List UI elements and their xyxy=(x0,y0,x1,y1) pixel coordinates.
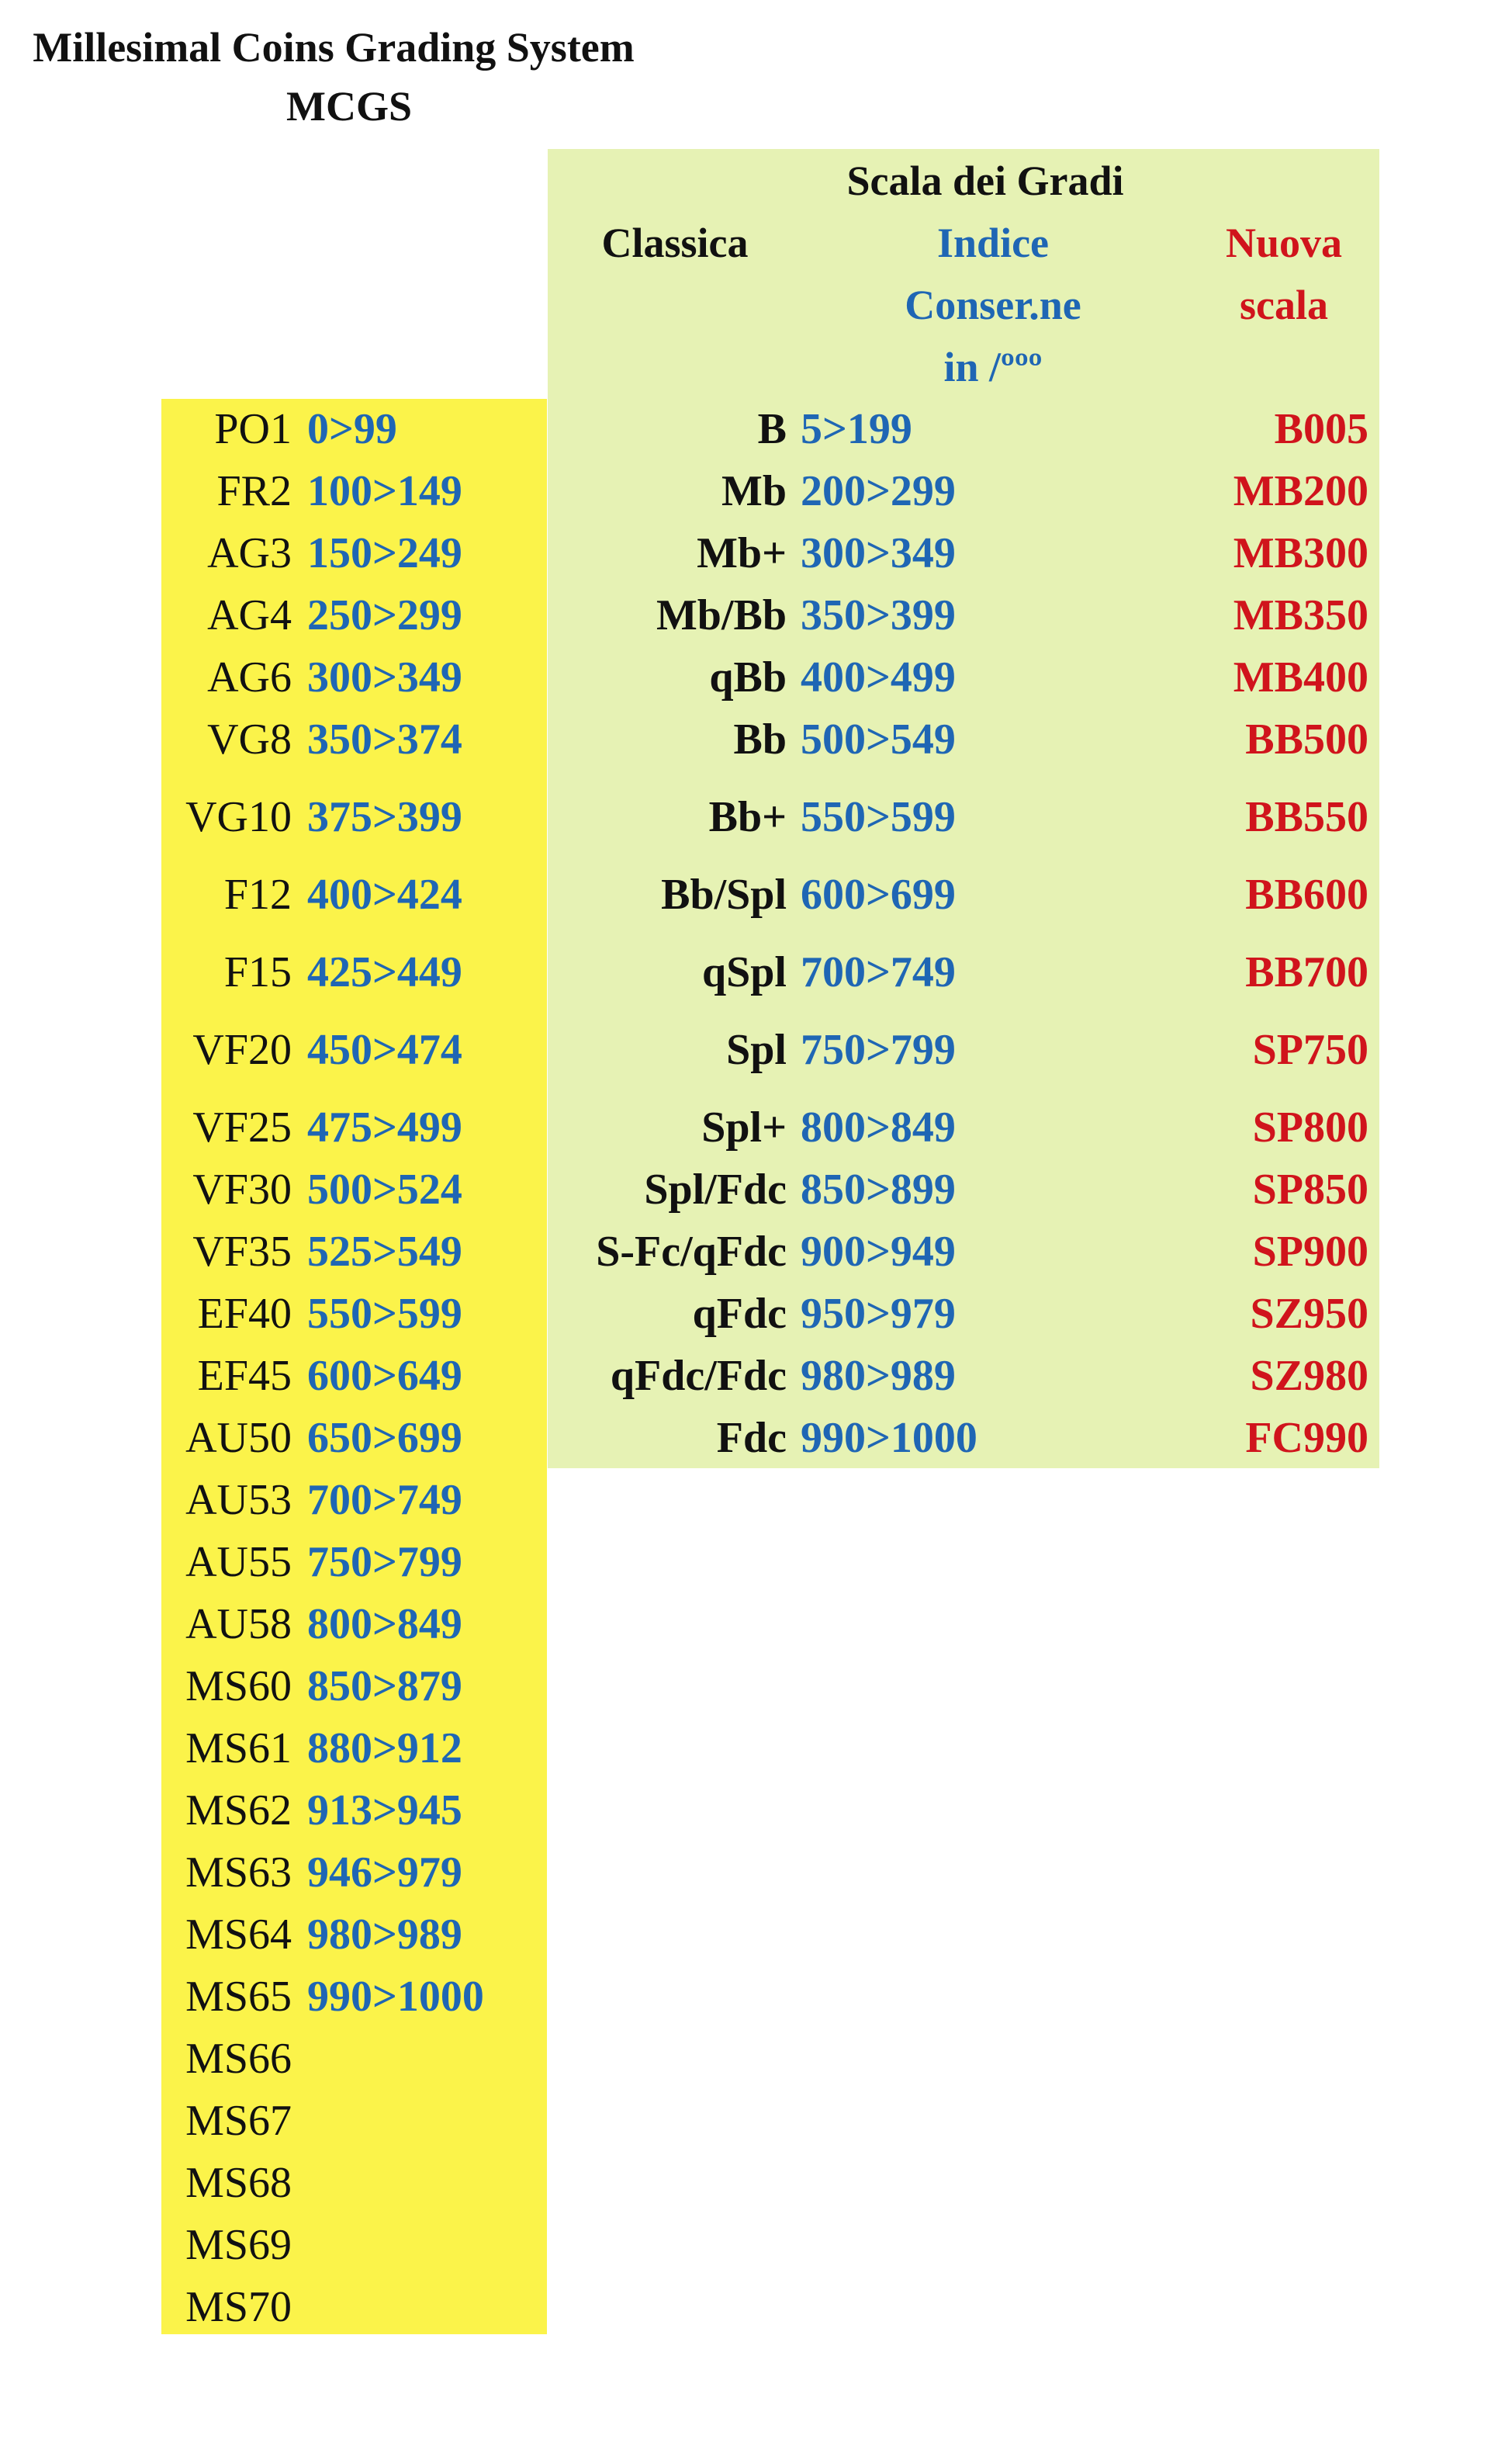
table-row xyxy=(0,1655,1512,1717)
cl-grade-cell: Mb+ xyxy=(697,529,787,577)
us-range-cell: 400>424 xyxy=(307,871,462,919)
us-range-cell: 425>449 xyxy=(307,948,462,996)
table-row xyxy=(0,522,1512,584)
table-row xyxy=(0,646,1512,708)
us-range-cell: 946>979 xyxy=(307,1848,462,1897)
cl-grade-cell: qFdc xyxy=(692,1290,787,1338)
cl-range-cell: 600>699 xyxy=(801,871,956,919)
cl-grade-cell: Bb+ xyxy=(708,793,787,841)
us-grade-cell: F15 xyxy=(223,948,292,996)
table-row xyxy=(0,1841,1512,1904)
us-grade-cell: AU58 xyxy=(185,1600,292,1648)
cl-range-cell: 990>1000 xyxy=(801,1414,977,1462)
table-row xyxy=(0,1904,1512,1966)
us-grade-cell: AU50 xyxy=(185,1414,292,1462)
cl-new-cell: SP900 xyxy=(1252,1228,1368,1276)
cl-grade-cell: Fdc xyxy=(716,1414,787,1462)
cl-grade-cell: qFdc/Fdc xyxy=(610,1352,787,1400)
cl-grade-cell: Spl+ xyxy=(701,1103,787,1152)
us-range-cell: 150>249 xyxy=(307,529,462,577)
us-grade-cell: F12 xyxy=(223,871,292,919)
header-indice-line2: Conser.ne xyxy=(905,282,1081,328)
table-row xyxy=(0,2090,1512,2152)
us-range-cell: 475>499 xyxy=(307,1103,462,1152)
table-row xyxy=(0,1469,1512,1531)
cl-new-cell: SP750 xyxy=(1252,1026,1368,1074)
cl-range-cell: 950>979 xyxy=(801,1290,956,1338)
cl-new-cell: SP800 xyxy=(1252,1103,1368,1152)
us-grade-cell: AG6 xyxy=(207,653,292,702)
us-range-cell: 525>549 xyxy=(307,1228,462,1276)
cl-grade-cell: Mb xyxy=(721,467,787,515)
cl-new-cell: SZ950 xyxy=(1250,1290,1368,1338)
cl-grade-cell: Bb xyxy=(733,715,787,764)
header-scala-dei-gradi: Scala dei Gradi xyxy=(846,158,1124,204)
table-row xyxy=(0,2214,1512,2276)
table-row xyxy=(0,1283,1512,1345)
table-row xyxy=(0,1159,1512,1221)
table-row xyxy=(0,1097,1512,1159)
us-range-cell: 450>474 xyxy=(307,1026,462,1074)
cl-new-cell: SZ980 xyxy=(1250,1352,1368,1400)
us-grade-cell: AG4 xyxy=(207,591,292,639)
us-grade-cell: EF45 xyxy=(197,1352,292,1400)
table-row xyxy=(0,1345,1512,1407)
page-subtitle: MCGS xyxy=(286,83,412,130)
us-grade-cell: EF40 xyxy=(197,1290,292,1338)
cl-new-cell: MB350 xyxy=(1233,591,1368,639)
us-grade-cell: AG3 xyxy=(207,529,292,577)
cl-range-cell: 900>949 xyxy=(801,1228,956,1276)
us-range-cell: 100>149 xyxy=(307,467,462,515)
cl-range-cell: 200>299 xyxy=(801,467,956,515)
us-grade-cell: VG8 xyxy=(207,715,292,764)
us-grade-cell: MS63 xyxy=(185,1848,292,1897)
table-row xyxy=(0,941,1512,1003)
us-grade-cell: MS65 xyxy=(185,1973,292,2021)
cl-grade-cell: B xyxy=(757,405,787,453)
us-grade-cell: VF25 xyxy=(192,1103,292,1152)
us-grade-cell: MS61 xyxy=(185,1724,292,1772)
table-row xyxy=(0,1779,1512,1841)
cl-grade-cell: qBb xyxy=(709,653,787,702)
table-row xyxy=(0,1593,1512,1655)
us-range-cell: 250>299 xyxy=(307,591,462,639)
cl-range-cell: 400>499 xyxy=(801,653,956,702)
us-range-cell: 750>799 xyxy=(307,1538,462,1586)
cl-new-cell: MB200 xyxy=(1233,467,1368,515)
cl-grade-cell: Mb/Bb xyxy=(656,591,787,639)
cl-grade-cell: S-Fc/qFdc xyxy=(596,1228,787,1276)
cl-grade-cell: Spl xyxy=(726,1026,787,1074)
header-classica: Classica xyxy=(601,220,749,266)
table-row xyxy=(0,864,1512,926)
us-grade-cell: VF35 xyxy=(192,1228,292,1276)
cl-grade-cell: qSpl xyxy=(702,948,787,996)
us-range-cell: 700>749 xyxy=(307,1476,462,1524)
us-grade-cell: MS69 xyxy=(185,2221,292,2269)
us-range-cell: 550>599 xyxy=(307,1290,462,1338)
cl-grade-cell: Bb/Spl xyxy=(661,871,787,919)
table-row xyxy=(0,708,1512,771)
cl-range-cell: 5>199 xyxy=(801,405,912,453)
us-grade-cell: MS70 xyxy=(185,2283,292,2331)
cl-new-cell: B005 xyxy=(1274,405,1368,453)
us-grade-cell: AU53 xyxy=(185,1476,292,1524)
us-range-cell: 850>879 xyxy=(307,1662,462,1710)
us-grade-cell: PO1 xyxy=(214,405,292,453)
cl-grade-cell: Spl/Fdc xyxy=(644,1166,787,1214)
table-row xyxy=(0,1966,1512,2028)
cl-new-cell: BB500 xyxy=(1245,715,1368,764)
us-grade-cell: FR2 xyxy=(216,467,292,515)
us-range-cell: 500>524 xyxy=(307,1166,462,1214)
us-range-cell: 350>374 xyxy=(307,715,462,764)
cl-range-cell: 300>349 xyxy=(801,529,956,577)
header-indice-line1: Indice xyxy=(936,220,1050,266)
us-grade-cell: VF20 xyxy=(192,1026,292,1074)
us-grade-cell: VF30 xyxy=(192,1166,292,1214)
us-range-cell: 300>349 xyxy=(307,653,462,702)
header-nuova-line1: Nuova xyxy=(1225,220,1343,266)
cl-new-cell: SP850 xyxy=(1252,1166,1368,1214)
cl-new-cell: BB600 xyxy=(1245,871,1368,919)
us-grade-cell: MS66 xyxy=(185,2035,292,2083)
table-row xyxy=(0,1717,1512,1779)
cl-range-cell: 800>849 xyxy=(801,1103,956,1152)
us-range-cell: 990>1000 xyxy=(307,1973,484,2021)
cl-new-cell: MB300 xyxy=(1233,529,1368,577)
page-title: Millesimal Coins Grading System xyxy=(33,24,635,71)
us-range-cell: 800>849 xyxy=(307,1600,462,1648)
table-row xyxy=(0,786,1512,848)
table-row xyxy=(0,1221,1512,1283)
table-row xyxy=(0,2028,1512,2090)
table-row xyxy=(0,460,1512,522)
cl-range-cell: 550>599 xyxy=(801,793,956,841)
table-row xyxy=(0,1019,1512,1081)
us-grade-cell: MS60 xyxy=(185,1662,292,1710)
us-range-cell: 880>912 xyxy=(307,1724,462,1772)
us-grade-cell: MS64 xyxy=(185,1911,292,1959)
header-nuova-line2: scala xyxy=(1240,282,1328,328)
table-row xyxy=(0,2152,1512,2214)
cl-new-cell: MB400 xyxy=(1233,653,1368,702)
us-range-cell: 0>99 xyxy=(307,405,397,453)
table-row xyxy=(0,584,1512,646)
us-grade-cell: MS68 xyxy=(185,2159,292,2207)
table-row xyxy=(0,398,1512,460)
us-range-cell: 375>399 xyxy=(307,793,462,841)
cl-range-cell: 850>899 xyxy=(801,1166,956,1214)
cl-range-cell: 350>399 xyxy=(801,591,956,639)
us-grade-cell: AU55 xyxy=(185,1538,292,1586)
table-row xyxy=(0,1531,1512,1593)
us-grade-cell: VG10 xyxy=(185,793,292,841)
cl-range-cell: 700>749 xyxy=(801,948,956,996)
us-grade-cell: MS62 xyxy=(185,1786,292,1834)
table-row xyxy=(0,2276,1512,2338)
cl-new-cell: BB700 xyxy=(1245,948,1368,996)
us-range-cell: 913>945 xyxy=(307,1786,462,1834)
us-range-cell: 600>649 xyxy=(307,1352,462,1400)
cl-range-cell: 750>799 xyxy=(801,1026,956,1074)
cl-range-cell: 500>549 xyxy=(801,715,956,764)
cl-new-cell: FC990 xyxy=(1245,1414,1368,1462)
cl-range-cell: 980>989 xyxy=(801,1352,956,1400)
cl-new-cell: BB550 xyxy=(1245,793,1368,841)
header-indice-line3: in /ººº xyxy=(943,344,1043,390)
us-grade-cell: MS67 xyxy=(185,2097,292,2145)
us-range-cell: 650>699 xyxy=(307,1414,462,1462)
us-range-cell: 980>989 xyxy=(307,1911,462,1959)
table-row xyxy=(0,1407,1512,1469)
